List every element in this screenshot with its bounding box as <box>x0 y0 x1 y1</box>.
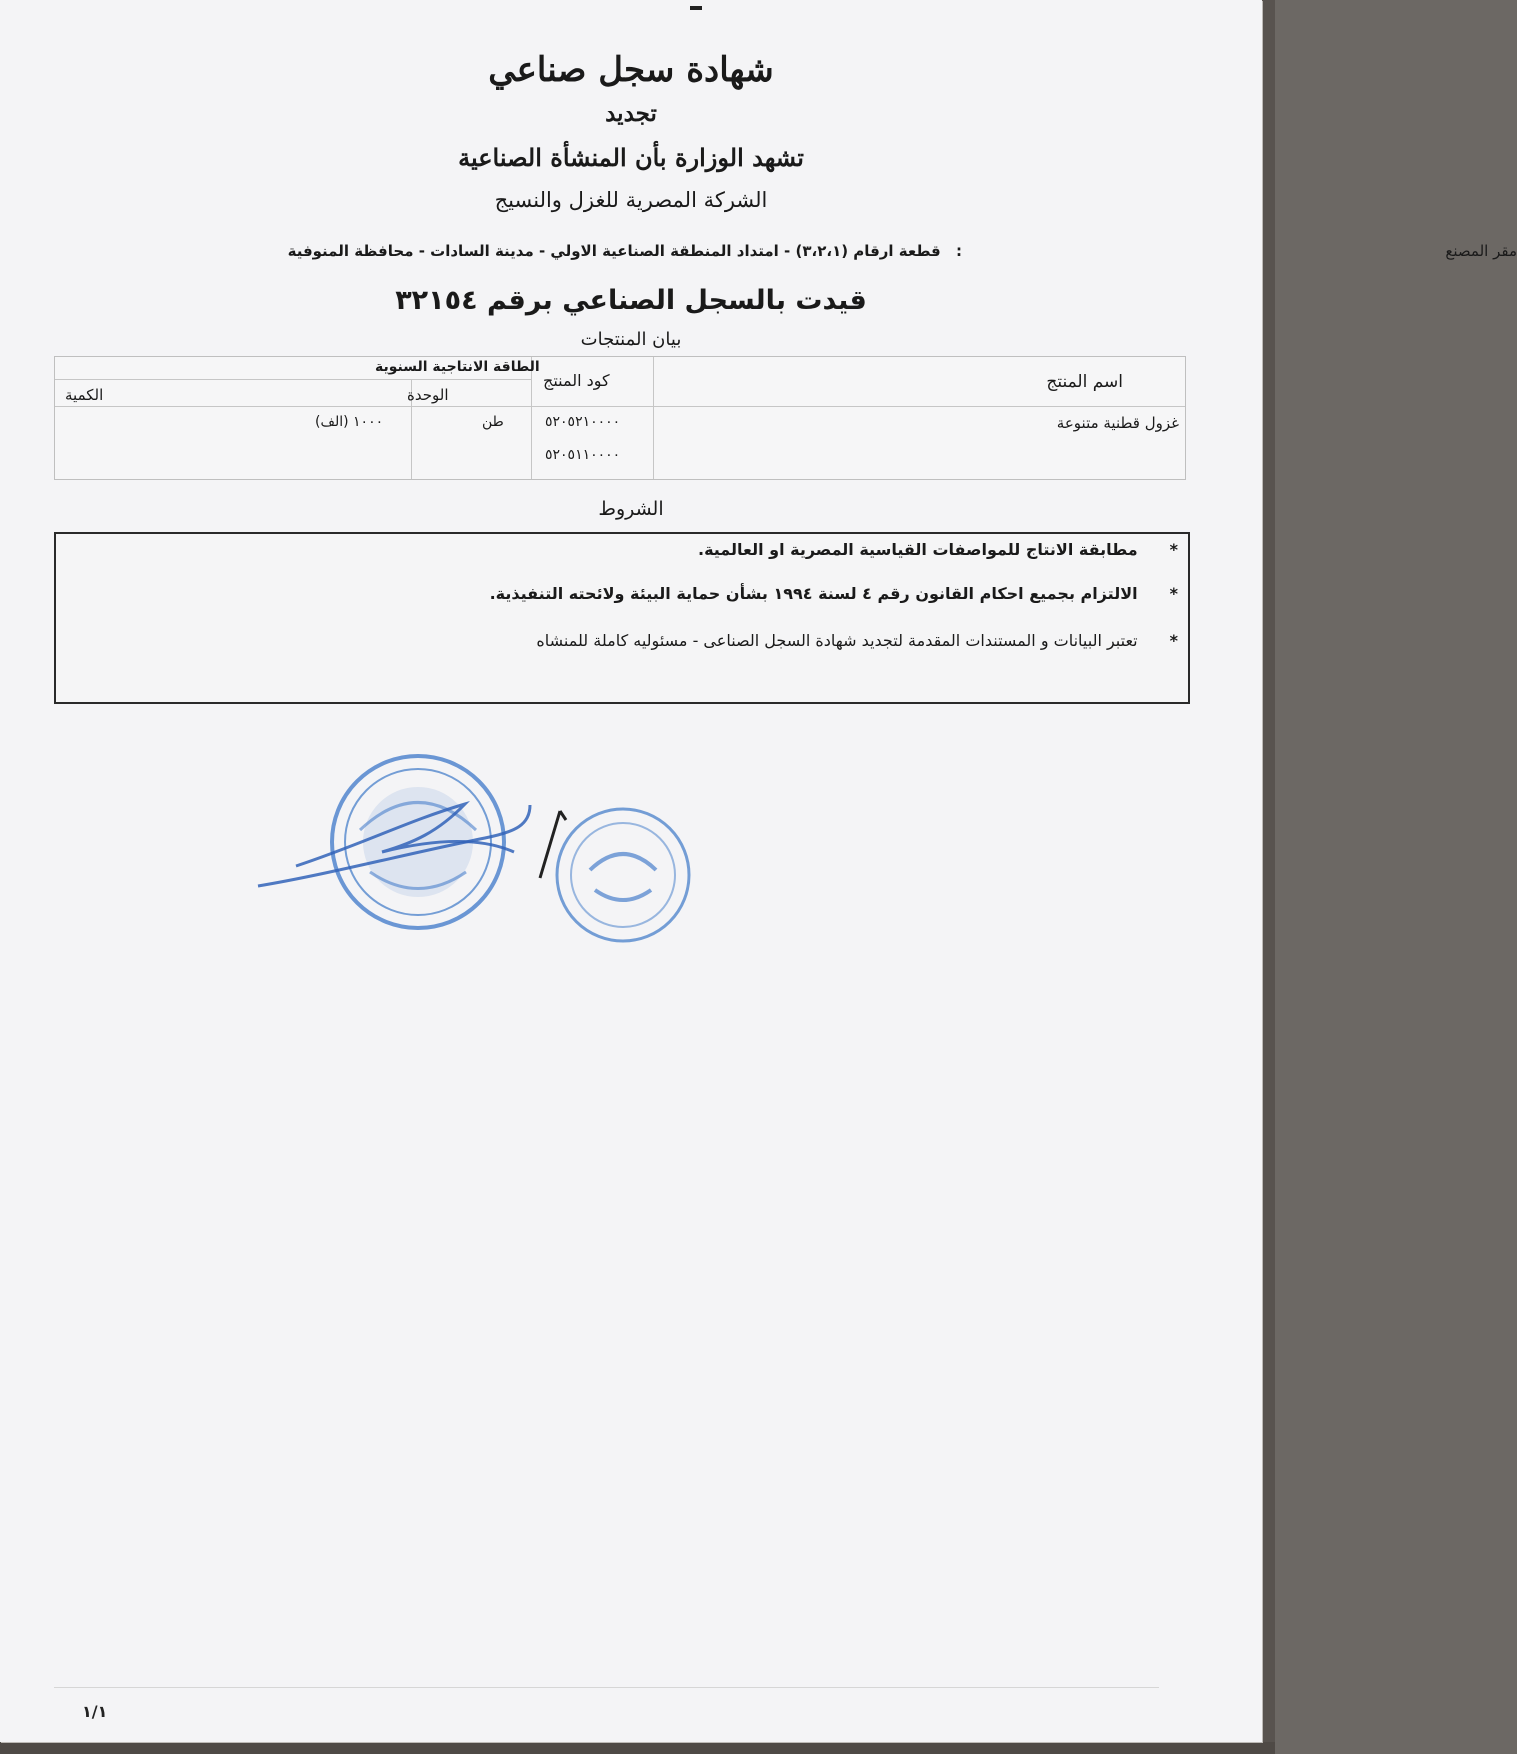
stamps-and-signature <box>240 750 720 960</box>
condition-item <box>78 584 1178 603</box>
table-cell-product-code: ٥٢٠٥١١٠٠٠٠ <box>545 447 621 463</box>
secondary-stamp <box>557 809 689 941</box>
condition-item <box>78 540 1178 559</box>
table-cell-quantity: ١٠٠٠ (الف) <box>315 414 384 430</box>
conditions-box <box>54 532 1190 704</box>
document-title: شهادة سجل صناعي <box>488 50 774 90</box>
condition-text: مطابقة الانتاج للمواصفات القياسية المصرية او العالمية. <box>697 540 1138 559</box>
condition-text: تعتبر البيانات و المستندات المقدمة لتجديد شهادة السجل الصناعى - مسئوليه كاملة للمنشاه <box>536 631 1138 650</box>
page-shadow-bottom <box>0 1742 1275 1754</box>
table-cell-product-code: ٥٢٠٥٢١٠٠٠٠ <box>545 414 621 430</box>
header-product-name: اسم المنتج <box>1046 372 1123 392</box>
header-quantity: الكمية <box>65 386 104 404</box>
address-line <box>82 242 962 260</box>
document-subtitle: تجديد <box>605 100 657 127</box>
scan-mark <box>690 6 702 10</box>
page-shadow-right <box>1262 0 1275 1754</box>
products-table <box>54 356 1186 480</box>
company-name: الشركة المصرية للغزل والنسيج <box>494 188 768 212</box>
header-product-code: كود المنتج <box>543 371 610 390</box>
table-divider <box>653 357 654 479</box>
table-divider <box>531 357 532 479</box>
address-value: قطعة ارقام (٣،٢،١) - امتداد المنطقة الصناعية الاولي - مدينة السادات - محافظة المنوفية <box>287 242 941 260</box>
address-label-group <box>1445 242 1517 260</box>
table-cell-product-name: غزول قطنية متنوعة <box>1056 414 1179 432</box>
bullet-star: * <box>1169 584 1178 603</box>
stamp-signature-graphic <box>240 750 720 960</box>
products-heading: بيان المنتجات <box>580 329 682 350</box>
table-divider <box>55 379 531 380</box>
table-divider <box>55 406 1185 407</box>
bullet-star: * <box>1169 631 1178 650</box>
condition-item <box>78 631 1178 650</box>
page-number: ١/١ <box>82 1702 108 1721</box>
footer-divider <box>54 1687 1159 1688</box>
address-label: مقر المصنع <box>1445 242 1517 260</box>
table-cell-unit: طن <box>482 414 504 430</box>
conditions-heading: الشروط <box>598 498 664 520</box>
registry-statement: قيدت بالسجل الصناعي برقم ٣٢١٥٤ <box>395 285 867 316</box>
ministry-statement: تشهد الوزارة بأن المنشأة الصناعية <box>458 143 804 172</box>
header-unit: الوحدة <box>407 386 449 404</box>
condition-text: الالتزام بجميع احكام القانون رقم ٤ لسنة ١٩٩٤ بشأن حماية البيئة ولائحته التنفيذية. <box>489 584 1138 603</box>
address-separator: : <box>956 242 962 260</box>
header-production-capacity: الطاقة الانتاجية السنوية <box>375 359 540 375</box>
bullet-star: * <box>1169 540 1178 559</box>
